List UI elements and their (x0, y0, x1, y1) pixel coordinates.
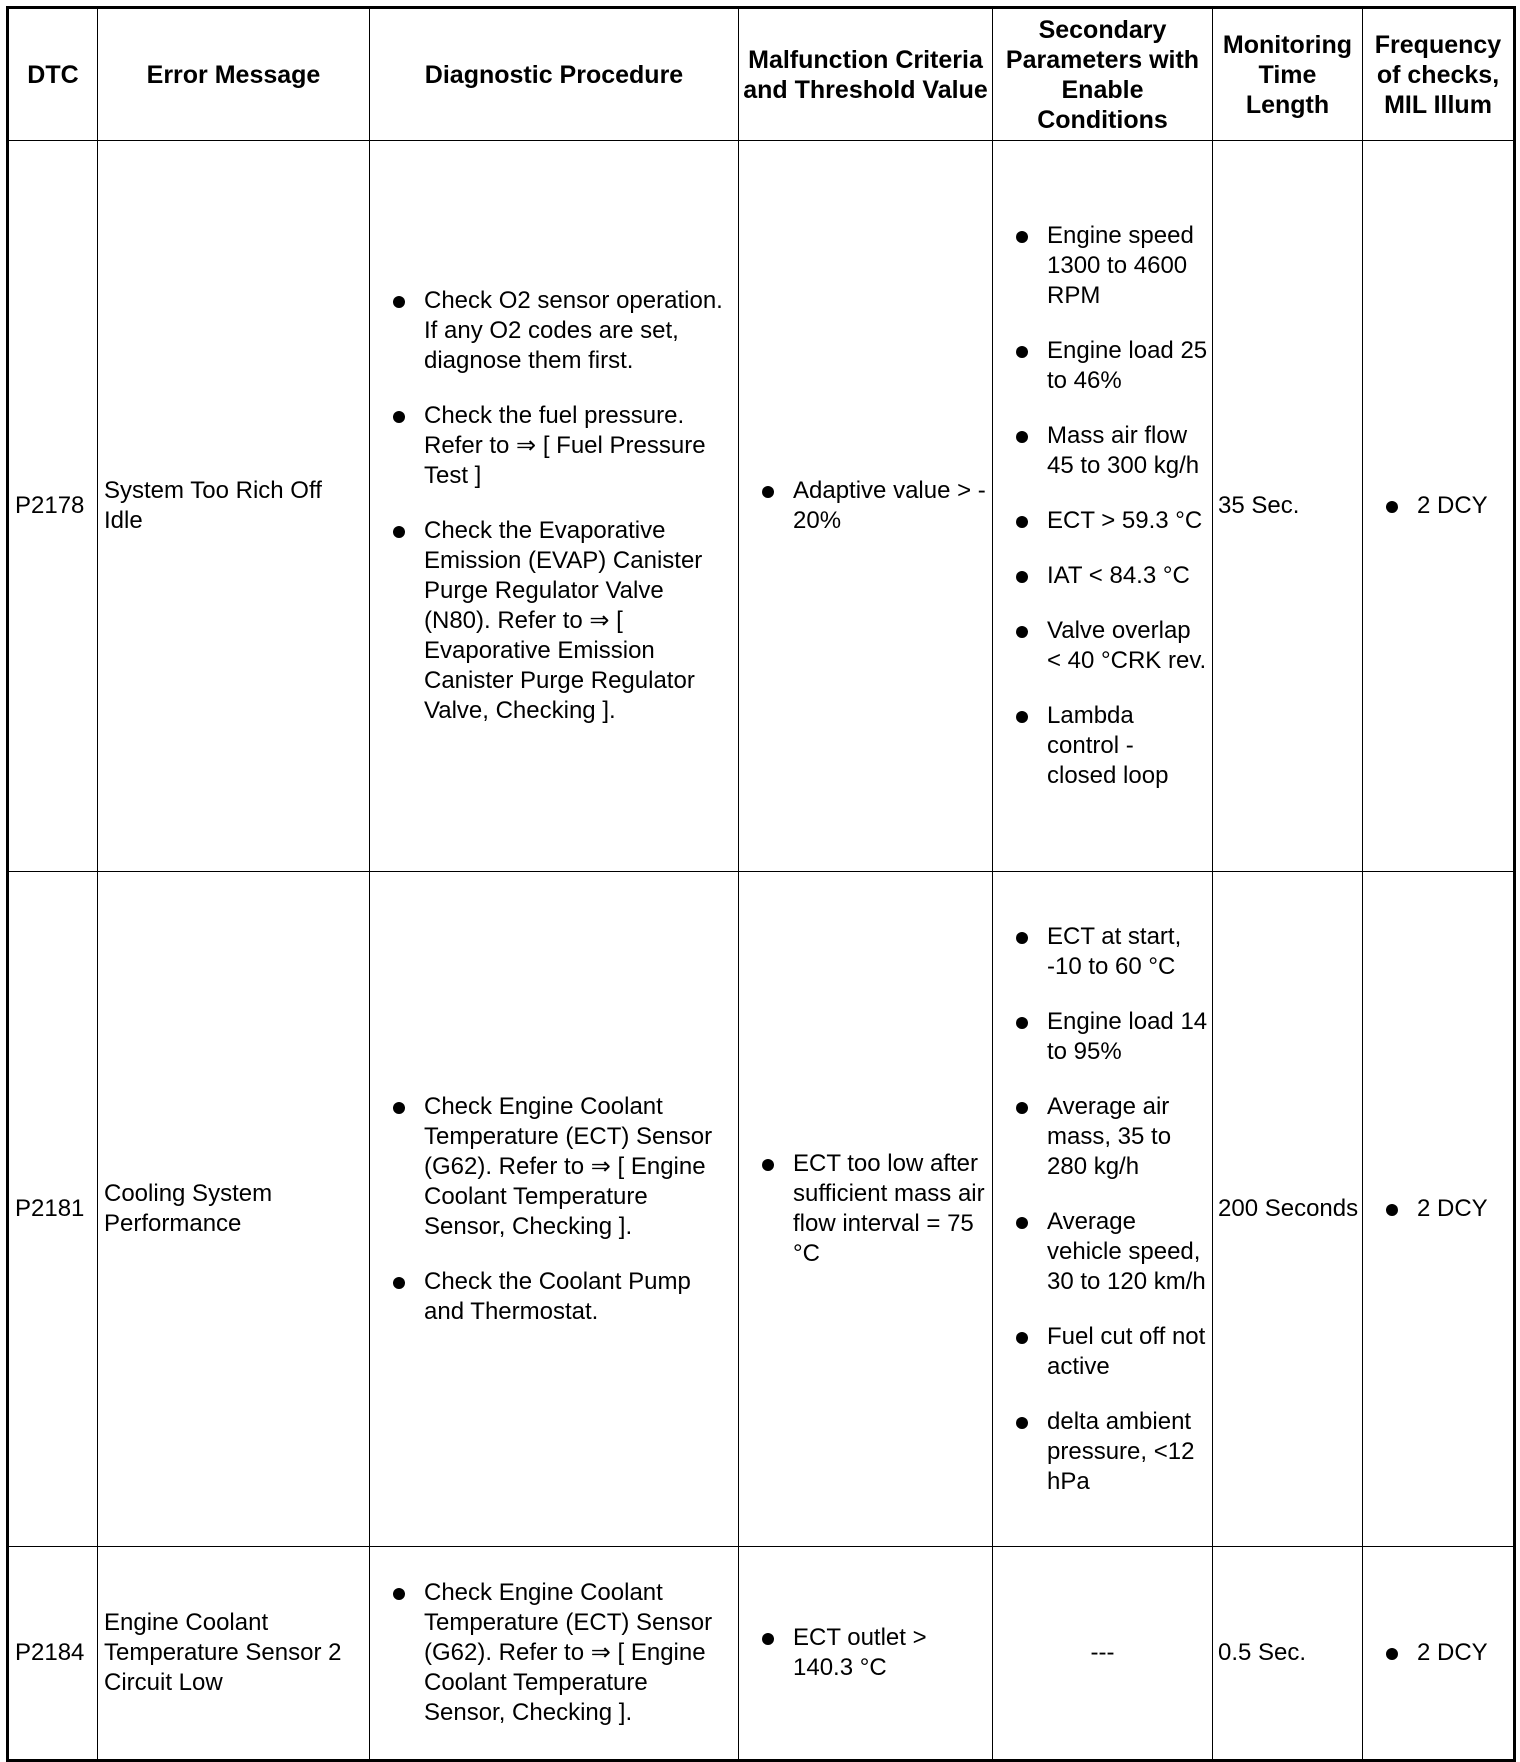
header-diagnostic-procedure: Diagnostic Procedure (370, 8, 739, 141)
diagnostic-procedure (370, 872, 739, 1547)
header-dtc: DTC (8, 8, 98, 141)
secondary-item: ECT at start, -10 to 60 °C (993, 922, 1212, 982)
secondary-item: delta ambient pressure, <12 hPa (993, 1407, 1212, 1497)
frequency-item: 2 DCY (1363, 1638, 1513, 1668)
procedure-item: Check O2 sensor operation. If any O2 codes are set, diagnose them first. (370, 286, 738, 376)
secondary-item: Engine load 25 to 46% (993, 336, 1212, 396)
frequency (1363, 872, 1515, 1547)
dtc-code: P2178 (8, 141, 98, 872)
procedure-item: Check the fuel pressure. Refer to ⇒ [ Fuel Pressure Test ] (370, 401, 738, 491)
diagnostic-procedure (370, 1547, 739, 1761)
header-row (8, 8, 1515, 141)
monitoring-time: 200 Seconds (1213, 872, 1363, 1547)
header-secondary-parameters: Secondary Parameters with Enable Conditions (993, 8, 1213, 141)
diagnostic-procedure (370, 141, 739, 872)
procedure-item: Check the Evaporative Emission (EVAP) Canister Purge Regulator Valve (N80). Refer to ⇒ [ Evaporative Emission Canister Purge Regulator Valve, Checking ]. (370, 516, 738, 726)
procedure-item: Check Engine Coolant Temperature (ECT) Sensor (G62). Refer to ⇒ [ Engine Coolant Temperature Sensor, Checking ]. (370, 1092, 738, 1242)
criteria-item: Adaptive value > - 20% (739, 476, 992, 536)
secondary-item: Fuel cut off not active (993, 1322, 1212, 1382)
header-frequency: Frequency of checks, MIL Illum (1363, 8, 1515, 141)
secondary-item: ECT > 59.3 °C (993, 506, 1212, 536)
secondary-parameters (993, 141, 1213, 872)
secondary-item: Average air mass, 35 to 280 kg/h (993, 1092, 1212, 1182)
criteria-item: ECT outlet > 140.3 °C (739, 1623, 992, 1683)
frequency (1363, 1547, 1515, 1761)
secondary-parameters-none: --- (993, 1547, 1213, 1761)
procedure-item: Check the Coolant Pump and Thermostat. (370, 1267, 738, 1327)
secondary-item: IAT < 84.3 °C (993, 561, 1212, 591)
table-row (8, 1547, 1515, 1761)
procedure-item: Check Engine Coolant Temperature (ECT) Sensor (G62). Refer to ⇒ [ Engine Coolant Temperature Sensor, Checking ]. (370, 1578, 738, 1728)
criteria-item: ECT too low after sufficient mass air flow interval = 75 °C (739, 1149, 992, 1269)
dtc-code: P2181 (8, 872, 98, 1547)
dtc-code: P2184 (8, 1547, 98, 1761)
frequency-item: 2 DCY (1363, 1194, 1513, 1224)
table-row (8, 141, 1515, 872)
table-row (8, 872, 1515, 1547)
frequency-item: 2 DCY (1363, 491, 1513, 521)
secondary-item: Average vehicle speed, 30 to 120 km/h (993, 1207, 1212, 1297)
secondary-item: Valve overlap < 40 °CRK rev. (993, 616, 1212, 676)
secondary-parameters (993, 872, 1213, 1547)
error-message: Engine Coolant Temperature Sensor 2 Circuit Low (98, 1547, 370, 1761)
malfunction-criteria (739, 1547, 993, 1761)
secondary-item: Engine load 14 to 95% (993, 1007, 1212, 1067)
secondary-item: Lambda control - closed loop (993, 701, 1212, 791)
dtc-table (6, 6, 1516, 1762)
error-message: System Too Rich Off Idle (98, 141, 370, 872)
header-error-message: Error Message (98, 8, 370, 141)
secondary-item: Mass air flow 45 to 300 kg/h (993, 421, 1212, 481)
monitoring-time: 35 Sec. (1213, 141, 1363, 872)
malfunction-criteria (739, 872, 993, 1547)
header-monitoring-time: Monitoring Time Length (1213, 8, 1363, 141)
header-malfunction-criteria: Malfunction Criteria and Threshold Value (739, 8, 993, 141)
error-message: Cooling System Performance (98, 872, 370, 1547)
monitoring-time: 0.5 Sec. (1213, 1547, 1363, 1761)
frequency (1363, 141, 1515, 872)
secondary-item: Engine speed 1300 to 4600 RPM (993, 221, 1212, 311)
malfunction-criteria (739, 141, 993, 872)
